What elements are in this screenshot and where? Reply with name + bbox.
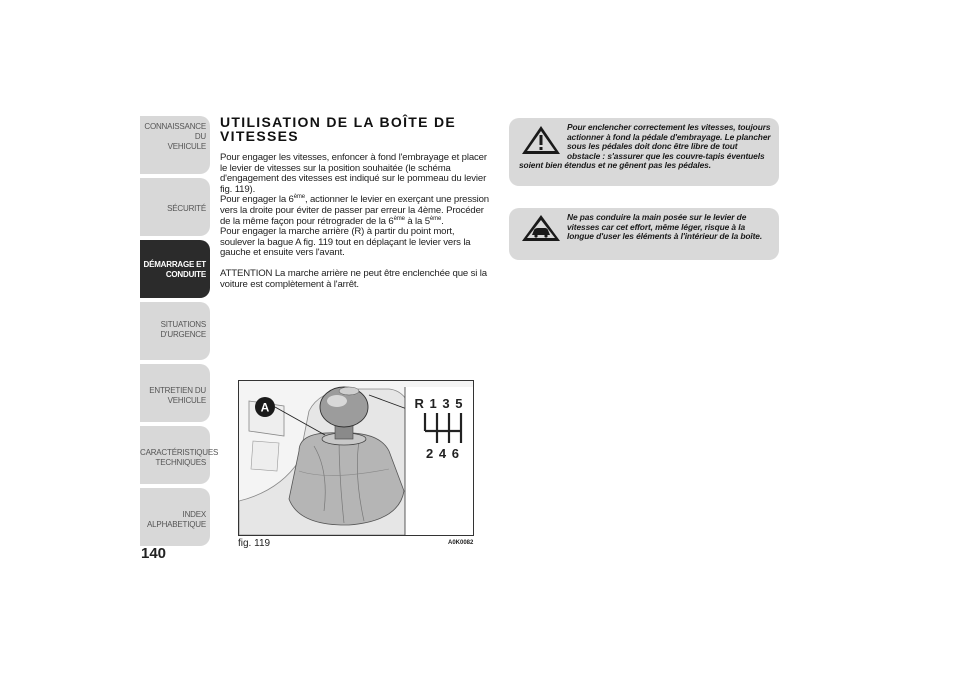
section-title: UTILISATION DE LA BOÎTE DE VITESSES xyxy=(220,114,457,144)
figure-caption: fig. 119 xyxy=(238,538,271,549)
tab-situations-urgence[interactable]: SITUATIONS D'URGENCE xyxy=(140,302,210,360)
warning-text-hand-on-lever: Ne pas conduire la main posée sur le levier de vitesses car cet effort, même léger, risque à la longue d'user les éléments à l'intérieur de la boîte. xyxy=(567,212,763,242)
tab-demarrage-conduite[interactable]: DÉMARRAGE ET CONDUITE xyxy=(140,240,210,298)
gear-lever-figure xyxy=(238,380,474,536)
figure-code: A0K0082 xyxy=(448,540,474,546)
tab-securite[interactable]: SÉCURITÉ xyxy=(140,178,210,236)
paragraph-reverse-gear: Pour engager la marche arrière (R) à partir du point mort, soulever la bague A fig. 119 tout en déplaçant le levier vers la gauche et ensuite vers l'avant. xyxy=(220,226,471,259)
gear-pattern-top: R 1 3 5 xyxy=(414,396,464,411)
warning-box-clutch xyxy=(509,118,779,186)
tab-index-alphabetique[interactable]: INDEX ALPHABETIQUE xyxy=(140,488,210,546)
warning-box-hand-on-lever xyxy=(509,208,779,260)
warning-text-clutch: Pour enclencher correctement les vitesses, toujours actionner à fond la pédale d'embrayage. Le plancher sous les pédales doit donc être libre de tout obstacle : s'assurer que les couvre-tapis éventuels soient bien étendus et ne gênent pas les pédales. xyxy=(519,122,771,171)
tab-connaissance-vehicule[interactable]: CONNAISSANCE DU VEHICULE xyxy=(140,116,210,174)
label-a: A xyxy=(260,400,270,415)
tab-entretien-vehicule[interactable]: ENTRETIEN DU VEHICULE xyxy=(140,364,210,422)
paragraph-attention: ATTENTION La marche arrière ne peut être enclenchée que si la voiture est complètement à l'arrêt. xyxy=(220,267,487,290)
gear-lever-illustration xyxy=(239,381,473,535)
page-number: 140 xyxy=(141,545,167,562)
warning-triangle-icon xyxy=(519,123,563,157)
tab-caracteristiques-techniques[interactable]: CARACTÉRISTIQUES TECHNIQUES xyxy=(140,426,210,484)
paragraph-engage-gears: Pour engager les vitesses, enfoncer à fond l'embrayage et placer le levier de vitesses sur la position souhaitée (le schéma d'engagement des vitesses est indiqué sur le pommeau du levier fig. 119). xyxy=(220,152,487,195)
car-warning-icon xyxy=(519,213,563,243)
paragraph-sixth-gear: Pour engager la 6ème, actionner le levier en exerçant une pression vers la droite pour éviter de passer par erreur la 4ème. Procéder de la même façon pour rétrograder de la 6ème à la 5ème. xyxy=(220,194,489,227)
gear-pattern-bottom: 2 4 6 xyxy=(426,446,460,461)
section-body xyxy=(220,153,492,290)
